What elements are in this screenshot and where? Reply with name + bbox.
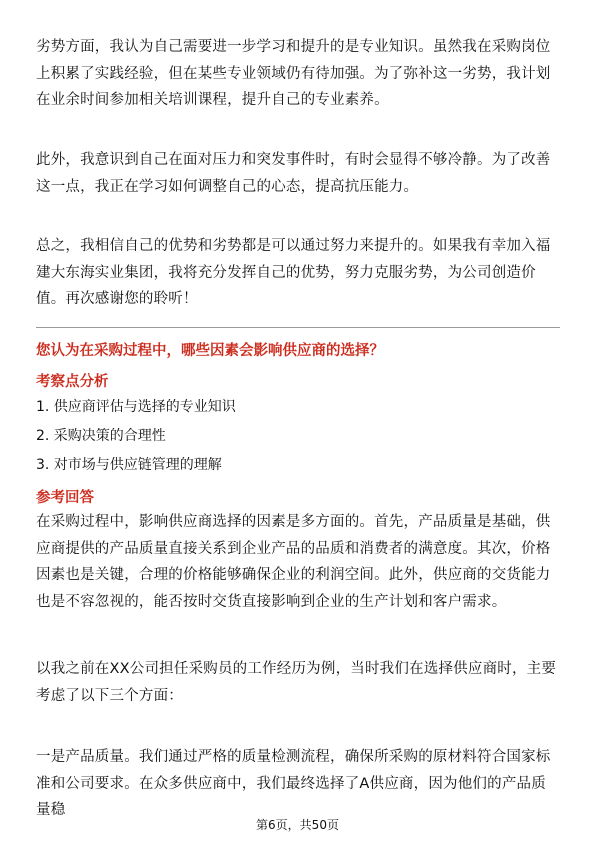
analysis-points <box>36 393 236 480</box>
answer-paragraph-1: 在采购过程中，影响供应商选择的因素是多方面的。首先，产品质量是基础，供应商提供的产品质量直接关系到企业产品的品质和消费者的满意度。其次，价格因素也是关键，合理的价格能够确保企业的利润空间。此外，供应商的交货能力也是不容忽视的，能否按时交货直接影响到企业的生产计划和客户需求。 <box>36 514 551 610</box>
paragraph-pressure: 此外，我意识到自己在面对压力和突发事件时，有时会显得不够冷静。为了改善这一点，我正在学习如何调整自己的心态，提高抗压能力。 <box>36 152 551 195</box>
question-heading: 您认为在采购过程中，哪些因素会影响供应商的选择？ <box>36 343 384 359</box>
section-divider <box>36 327 560 328</box>
answer-paragraph-3: 一是产品质量。我们通过严格的质量检测流程，确保所采购的原材料符合国家标准和公司要求。在众多供应商中，我们最终选择了A供应商，因为他们的产品质量稳 <box>36 749 551 818</box>
answer-heading: 参考回答 <box>36 490 94 506</box>
answer-paragraph-2: 以我之前在XX公司担任采购员的工作经历为例，当时我们在选择供应商时，主要考虑了以下三个方面： <box>36 661 557 704</box>
page-number-footer: 第6页，共50页 <box>256 818 339 832</box>
analysis-heading: 考察点分析 <box>36 374 109 390</box>
list-item: 2. 采购决策的合理性 <box>36 428 166 444</box>
paragraph-summary: 总之，我相信自己的优势和劣势都是可以通过努力来提升的。如果我有幸加入福建大东海实业集团，我将充分发挥自己的优势，努力克服劣势，为公司创造价值。再次感谢您的聆听！ <box>36 238 551 307</box>
list-item: 1. 供应商评估与选择的专业知识 <box>36 399 236 415</box>
list-item: 3. 对市场与供应链管理的理解 <box>36 457 222 473</box>
paragraph-weakness: 劣势方面，我认为自己需要进一步学习和提升的是专业知识。虽然我在采购岗位上积累了实践经验，但在某些专业领域仍有待加强。为了弥补这一劣势，我计划在业余时间参加相关培训课程，提升自己的专业素养。 <box>36 39 551 108</box>
